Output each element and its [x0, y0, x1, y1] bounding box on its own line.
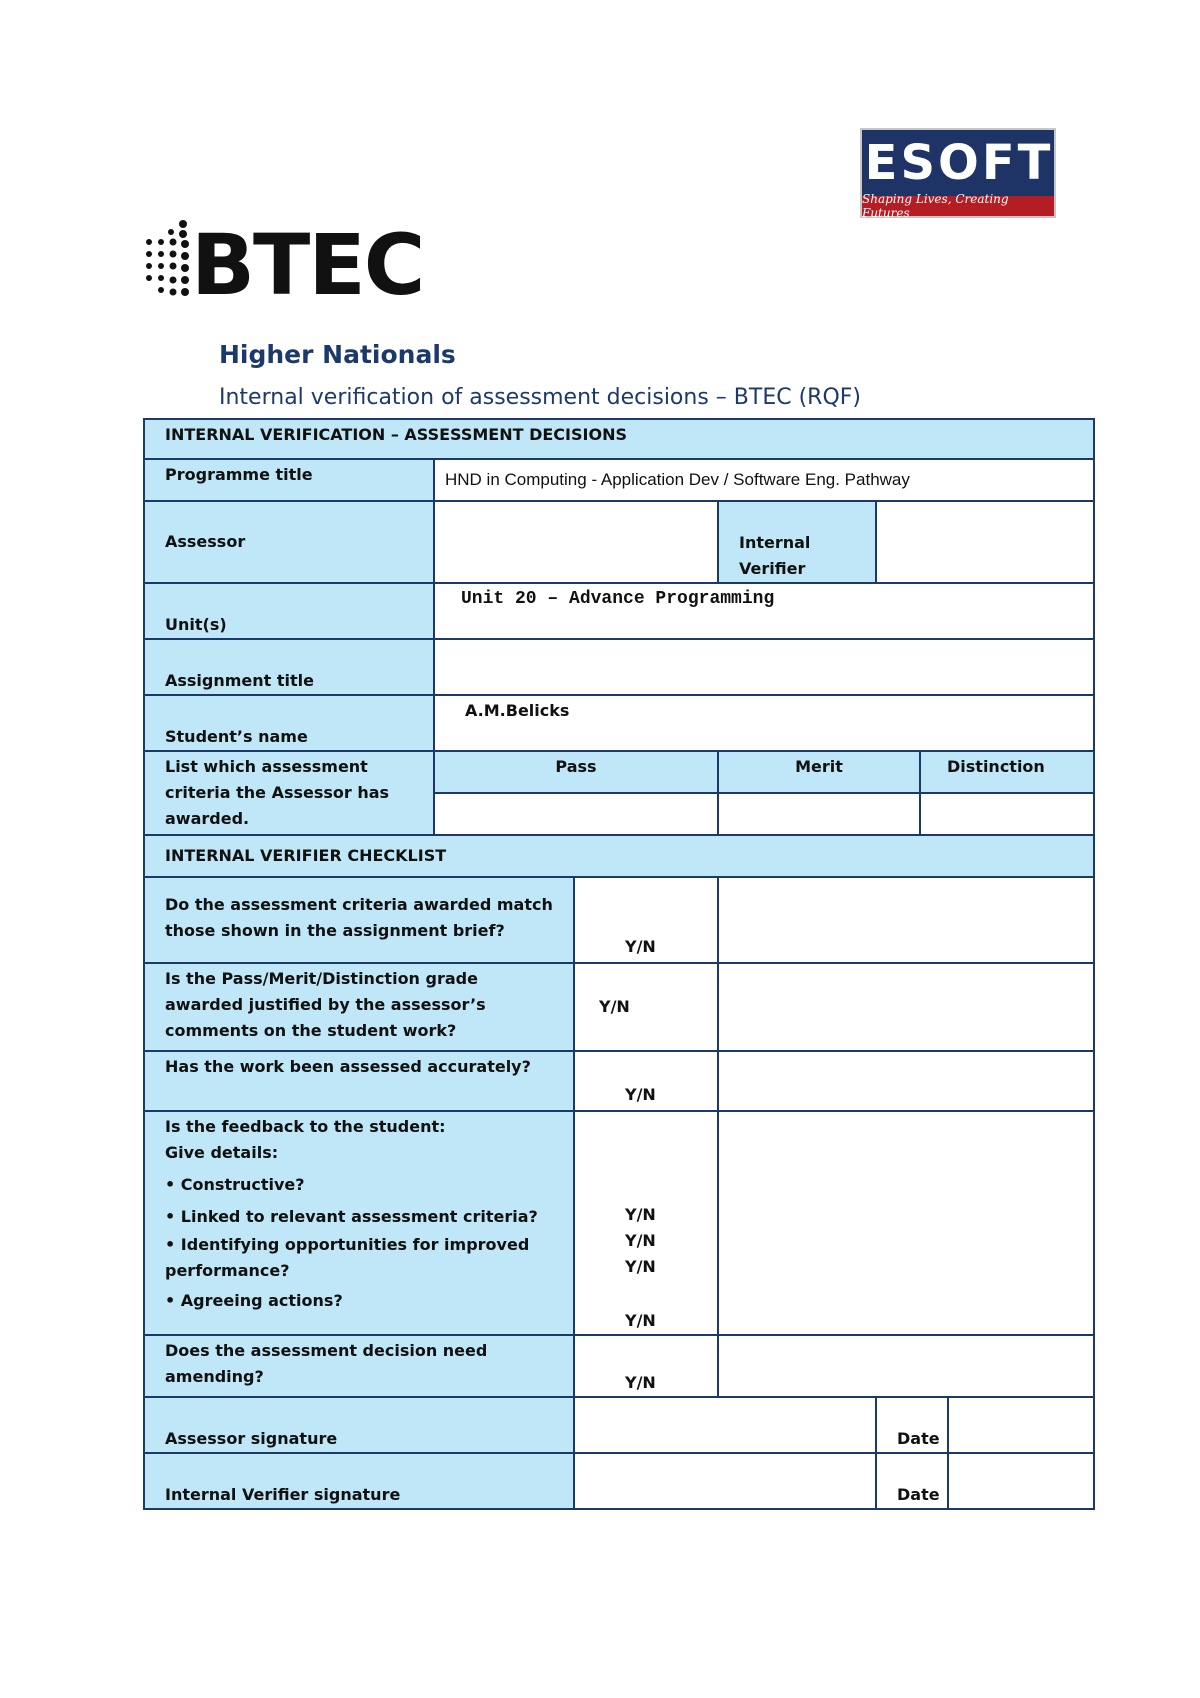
checklist-q1-comment[interactable]	[717, 876, 1095, 964]
checklist-q3-comment[interactable]	[717, 1050, 1095, 1112]
verifier-date-field[interactable]	[947, 1452, 1095, 1510]
page-title: Higher Nationals	[219, 340, 456, 369]
checklist-q2-comment[interactable]	[717, 962, 1095, 1052]
units-field[interactable]: Unit 20 – Advance Programming	[433, 582, 1095, 640]
assessor-label: Assessor	[143, 500, 435, 584]
esoft-logo-word: ESOFT	[864, 135, 1054, 191]
assignment-title-label: Assignment title	[143, 638, 435, 696]
distinction-header: Distinction	[919, 750, 1095, 794]
checklist-q4-comment[interactable]	[717, 1110, 1095, 1336]
internal-verifier-label: Internal Verifier	[717, 500, 877, 584]
verification-form	[143, 418, 1095, 1526]
btec-logo-word: BTEC	[191, 216, 424, 314]
checklist-q4-yn: Y/N	[625, 1257, 656, 1276]
units-label: Unit(s)	[143, 582, 435, 640]
checklist-q1-yn-field[interactable]	[573, 876, 719, 964]
checklist-section-header: INTERNAL VERIFIER CHECKLIST	[143, 834, 1095, 878]
pass-header: Pass	[433, 750, 719, 794]
checklist-q4-subtitle: Give details:	[165, 1143, 279, 1162]
checklist-q4	[143, 1110, 575, 1336]
checklist-q4-yn: Y/N	[625, 1231, 656, 1250]
btec-logo	[143, 216, 424, 314]
checklist-q2-yn: Y/N	[599, 997, 630, 1016]
checklist-q4-list	[165, 1172, 553, 1314]
checklist-q3: Has the work been assessed accurately?	[143, 1050, 575, 1112]
checklist-q4-item: • Agreeing actions?	[165, 1291, 343, 1310]
assessor-date-label: Date	[875, 1396, 949, 1454]
programme-title-label: Programme title	[143, 458, 435, 502]
checklist-q2: Is the Pass/Merit/Distinction grade awarded justified by the assessor’s comments on the student work?	[143, 962, 575, 1052]
checklist-q4-item: • Identifying opportunities for improved performance?	[165, 1235, 530, 1280]
checklist-q1-yn: Y/N	[625, 937, 656, 956]
merit-header: Merit	[717, 750, 921, 794]
esoft-logo	[860, 128, 1056, 218]
checklist-q3-yn: Y/N	[625, 1085, 656, 1104]
verifier-signature-field[interactable]	[573, 1452, 877, 1510]
checklist-q5-yn-field[interactable]	[573, 1334, 719, 1398]
checklist-q4-item: • Linked to relevant assessment criteria?	[165, 1207, 538, 1226]
checklist-q5: Does the assessment decision need amending?	[143, 1334, 575, 1398]
programme-title-field[interactable]: HND in Computing - Application Dev / Software Eng. Pathway	[433, 458, 1095, 502]
verifier-signature-label: Internal Verifier signature	[143, 1452, 575, 1510]
decisions-section-header: INTERNAL VERIFICATION – ASSESSMENT DECISIONS	[143, 418, 1095, 460]
student-name-field[interactable]: A.M.Belicks	[433, 694, 1095, 752]
checklist-q4-yn: Y/N	[625, 1205, 656, 1224]
checklist-q5-yn: Y/N	[625, 1373, 656, 1392]
checklist-q3-yn-field[interactable]	[573, 1050, 719, 1112]
checklist-q4-yn-field[interactable]	[573, 1110, 719, 1336]
esoft-logo-tagline: Shaping Lives, Creating Futures	[862, 196, 1054, 216]
checklist-q4-title: Is the feedback to the student:	[165, 1117, 446, 1136]
checklist-q4-yn: Y/N	[625, 1311, 656, 1330]
merit-criteria-field[interactable]	[717, 792, 921, 836]
internal-verifier-field[interactable]	[875, 500, 1095, 584]
assessor-field[interactable]	[433, 500, 719, 584]
checklist-q5-comment[interactable]	[717, 1334, 1095, 1398]
assessor-signature-field[interactable]	[573, 1396, 877, 1454]
pass-criteria-field[interactable]	[433, 792, 719, 836]
distinction-criteria-field[interactable]	[919, 792, 1095, 836]
checklist-q4-item: • Constructive?	[165, 1175, 305, 1194]
student-name-label: Student’s name	[143, 694, 435, 752]
checklist-q2-yn-field[interactable]	[573, 962, 719, 1052]
checklist-q1: Do the assessment criteria awarded match those shown in the assignment brief?	[143, 876, 575, 964]
assessor-signature-label: Assessor signature	[143, 1396, 575, 1454]
assignment-title-field[interactable]	[433, 638, 1095, 696]
criteria-label: List which assessment criteria the Assessor has awarded.	[143, 750, 435, 836]
verifier-date-label: Date	[875, 1452, 949, 1510]
page-subtitle: Internal verification of assessment decisions – BTEC (RQF)	[219, 385, 861, 410]
assessor-date-field[interactable]	[947, 1396, 1095, 1454]
